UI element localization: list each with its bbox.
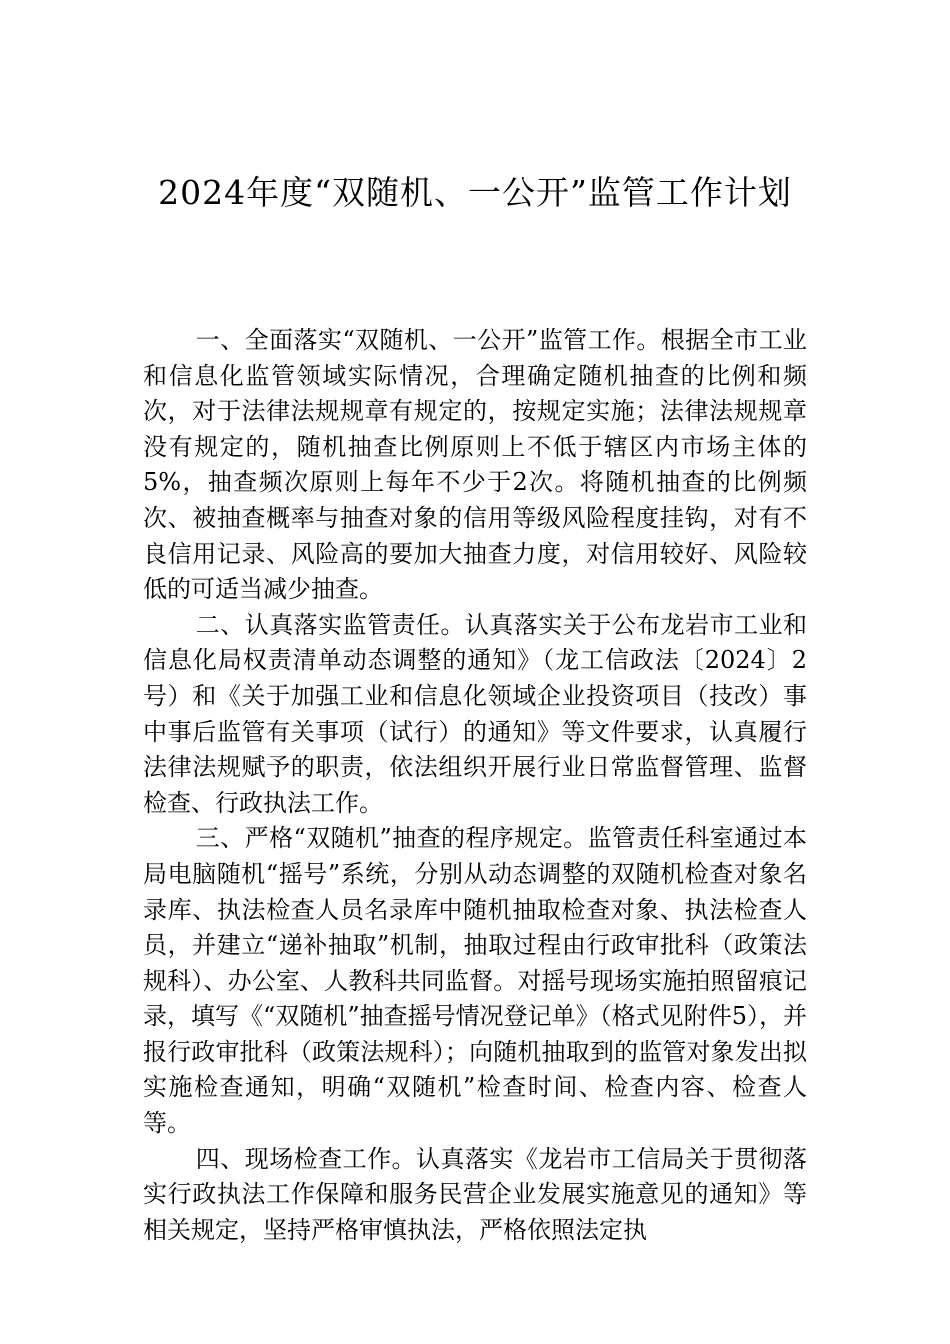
paragraph-2: 二、认真落实监管责任。认真落实关于公布龙岩市工业和信息化局权责清单动态调整的通知》（龙工信政法〔2024〕2号）和《关于加强工业和信息化领域企业投资项目（技改）事中事后监管有关事项（试行）的通知》等文件要求，认真履行法律法规赋予的职责，依法组织开展行业日常监督管理、监督检查、行政执法工作。	[143, 610, 807, 817]
paragraph-3: 三、严格“双随机”抽查的程序规定。监管责任科室通过本局电脑随机“摇号”系统，分别从动态调整的双随机检查对象名录库、执法检查人员名录库中随机抽取检查对象、执法检查人员，并建立“递补抽取”机制，抽取过程由行政审批科（政策法规科）、办公室、人教科共同监督。对摇号现场实施拍照留痕记录，填写《“双随机”抽查摇号情况登记单》（格式见附件5），并报行政审批科（政策法规科）；向随机抽取到的监管对象发出拟实施检查通知，明确“双随机”检查时间、检查内容、检查人等。	[143, 824, 807, 1138]
document-title: 2024年度“双随机、一公开”监管工作计划	[158, 173, 792, 212]
document-body	[143, 323, 807, 1248]
paragraph-1: 一、全面落实“双随机、一公开”监管工作。根据全市工业和信息化监管领域实际情况，合理确定随机抽查的比例和频次，对于法律法规规章有规定的，按规定实施；法律法规规章没有规定的，随机抽查比例原则上不低于辖区内市场主体的5%，抽查频次原则上每年不少于2次。将随机抽查的比例频次、被抽查概率与抽查对象的信用等级风险程度挂钩，对有不良信用记录、风险高的要加大抽查力度，对信用较好、风险较低的可适当减少抽查。	[143, 326, 807, 604]
paragraph-4: 四、现场检查工作。认真落实《龙岩市工信局关于贯彻落实行政执法工作保障和服务民营企业发展实施意见的通知》等相关规定，坚持严格审慎执法，严格依照法定执	[143, 1144, 807, 1244]
